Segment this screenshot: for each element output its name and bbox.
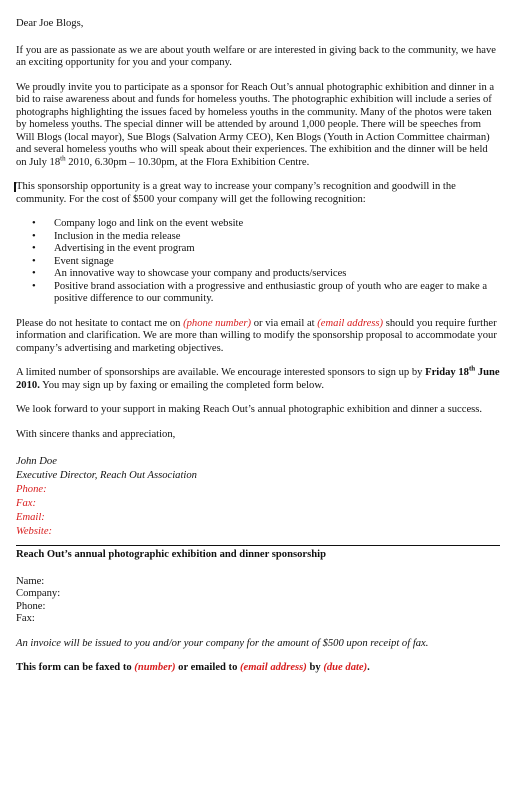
deadline-suffix: th — [468, 364, 476, 373]
form-field-fax: Fax: — [16, 613, 35, 624]
list-item-text: Inclusion in the media release — [54, 230, 181, 242]
intro-paragraph: If you are as passionate as we are about youth welfare or are interested in giving back to the community, we have an exciting opportunity for you and your company. — [16, 44, 496, 68]
list-item — [16, 281, 500, 306]
email-placeholder: (email address) — [317, 317, 384, 329]
contact-text: or via email at — [251, 317, 318, 329]
list-item-text: An innovative way to showcase your company and products/services — [54, 268, 347, 279]
limited-text: You may sign up by faxing or emailing the completed form below. — [39, 379, 324, 391]
limited-text: A limited number of sponsorships are available. We encourage interested sponsors to sign up by — [16, 367, 426, 378]
list-item — [16, 231, 500, 244]
signer-title: Executive Director, Reach Out Association — [16, 470, 197, 481]
fax-email-placeholder: (email address) — [240, 662, 307, 673]
opportunity-text: This sponsorship opportunity is a great way to increase your company’s recognition and goodwill in the community. For the cost of $500 your company will get the following recognition: — [16, 181, 456, 205]
signature-website-label: Website: — [16, 526, 53, 537]
contact-text: should you require further information and clarification. We are more than willing to modify the sponsorship proposal to accommodate your company’s advertising and marketing objectives. — [16, 317, 497, 354]
invitation-text: We proudly invite you to participate as a sponsor for Reach Out’s annual photographic exhibition and dinner in a bid to raise awareness about and funds for homeless youths. The photographic exhibition will include a series of photographs highlighting the issues faced by homeless youths in the community. Many of the photos were taken by homeless youths. The special dinner will be attended by around 1,000 people. There will be speeches from Will Blogs (local mayor), Sue Blogs (Salvation Army CEO), Ken Blogs (Youth in Action Committee chairman) and several homeless youths who will speak about their experiences. The exhibition and the dinner will be held on July 18 — [16, 81, 495, 168]
bullet-icon: • — [32, 243, 36, 254]
bullet-icon: • — [32, 280, 36, 292]
invitation-time-location: 2010, 6.30pm – 10.30pm, at the Flora Exhibition Centre. — [65, 156, 310, 168]
form-divider — [16, 545, 500, 546]
fax-text: or emailed to — [175, 662, 241, 673]
opportunity-paragraph — [16, 181, 500, 206]
fax-instructions — [16, 662, 500, 675]
list-item — [16, 218, 500, 231]
list-item-text: Advertising in the event program — [54, 243, 195, 254]
invoice-note: An invoice will be issued to you and/or your company for the amount of $500 upon receipt of fax. — [16, 637, 429, 649]
signature-fax-label: Fax: — [16, 498, 36, 509]
deadline-month-year: June 2010. — [16, 367, 500, 391]
deadline-day: Friday 18 — [425, 367, 469, 378]
form-field-company: Company: — [16, 588, 61, 599]
fax-text: . — [367, 662, 370, 673]
signature-email-label: Email: — [16, 512, 45, 523]
phone-placeholder: (phone number) — [183, 317, 252, 329]
invitation-paragraph — [16, 82, 500, 170]
bullet-icon: • — [32, 230, 36, 242]
form-field-name: Name: — [16, 575, 45, 587]
signer-name: John Doe — [16, 456, 57, 467]
list-item-text: Event signage — [54, 255, 114, 267]
due-date-placeholder: (due date) — [323, 662, 368, 673]
signature-block — [16, 455, 500, 539]
signature-phone-label: Phone: — [16, 484, 47, 495]
list-item — [16, 256, 500, 269]
list-item-text: Company logo and link on the event website — [54, 218, 244, 229]
contact-text: Please do not hesitate to contact me on — [16, 317, 184, 329]
fax-number-placeholder: (number) — [134, 662, 176, 673]
fax-text: by — [306, 662, 324, 673]
bullet-icon: • — [32, 218, 36, 229]
form-fields — [16, 576, 500, 626]
list-item — [16, 268, 500, 281]
form-field-phone: Phone: — [16, 600, 46, 612]
closing-line: With sincere thanks and appreciation, — [16, 428, 176, 440]
bullet-icon: • — [32, 255, 36, 267]
list-item — [16, 243, 500, 256]
fax-text: This form can be faxed to — [16, 662, 135, 673]
invitation-date-suffix: th — [60, 153, 66, 162]
look-forward-paragraph: We look forward to your support in making Reach Out’s annual photographic exhibition and dinner a success. — [16, 404, 483, 415]
list-item-text: Positive brand association with a progressive and enthusiastic group of youth who are eager to make a positive difference to our community. — [54, 280, 488, 304]
limited-paragraph — [16, 364, 500, 392]
salutation: Dear Joe Blogs, — [16, 18, 84, 29]
bullet-icon: • — [32, 268, 36, 279]
form-title: Reach Out’s annual photographic exhibition and dinner sponsorship — [16, 549, 326, 560]
contact-paragraph — [16, 318, 500, 356]
recognition-list — [16, 218, 500, 306]
